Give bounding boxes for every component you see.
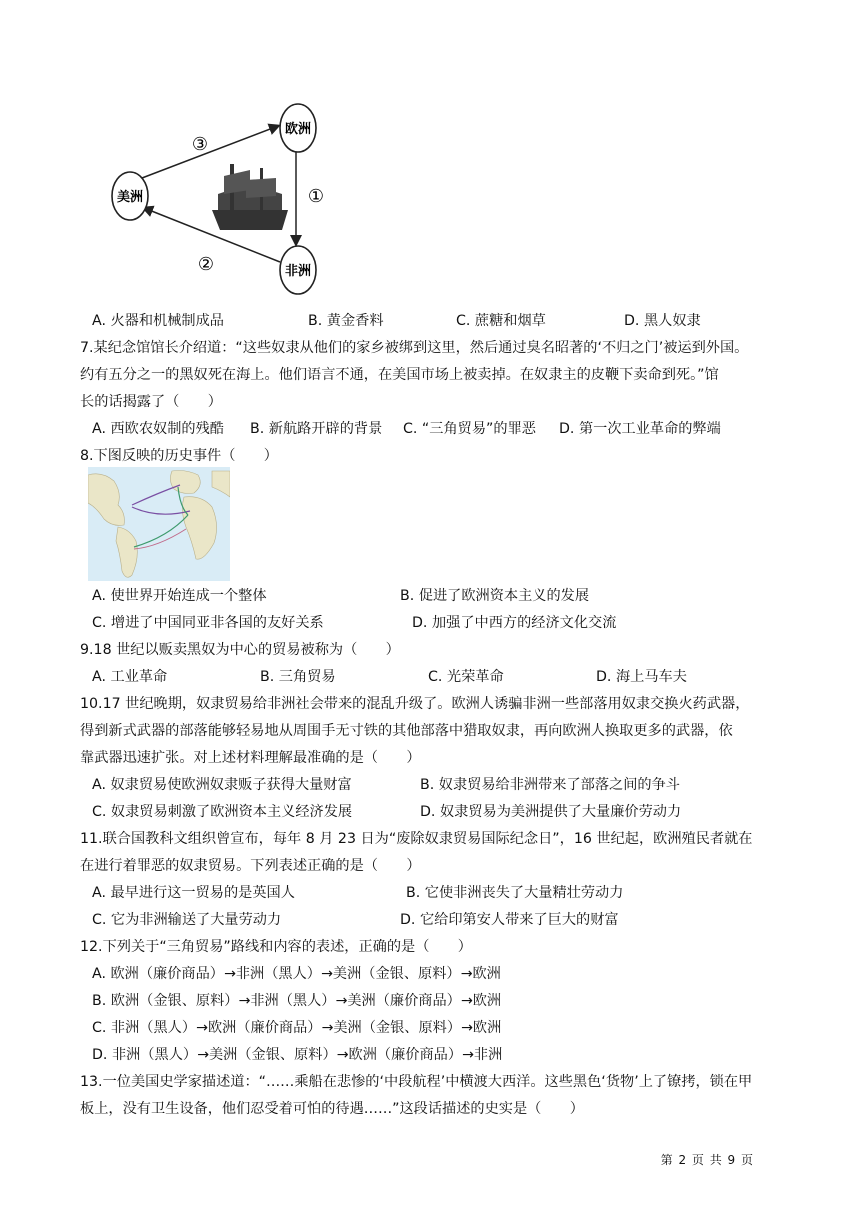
page-number: 第 2 页 共 9 页	[660, 1153, 754, 1167]
q11-stem-line-1: 11.联合国教科文组织曾宣布，每年 8 月 23 日为“废除奴隶贸易国际纪念日”，16 世纪起，欧洲殖民者就在	[80, 831, 753, 847]
arrow-label-1: ①	[307, 186, 325, 207]
q11-option-b: B. 它使非洲丧失了大量精壮劳动力	[406, 885, 624, 901]
q10-stem-line-3: 靠武器迅速扩张。对上述材料理解最准确的是（ ）	[80, 750, 421, 766]
label-america: 美洲	[116, 190, 144, 205]
q9-option-b: B. 三角贸易	[260, 669, 336, 685]
q9-option-c: C. 光荣革命	[428, 669, 504, 685]
arrow-america-to-europe	[142, 126, 278, 178]
q7-option-a: A. 西欧农奴制的残酷	[92, 421, 224, 437]
q8-option-b: B. 促进了欧洲资本主义的发展	[400, 588, 590, 604]
q9-stem: 9.18 世纪以贩卖黑奴为中心的贸易被称为（ ）	[80, 642, 400, 658]
q11-stem-line-2: 在进行着罪恶的奴隶贸易。下列表述正确的是（ ）	[80, 858, 421, 874]
q7-option-d: D. 第一次工业革命的弊端	[559, 421, 721, 437]
q7-stem-line-1: 7.某纪念馆馆长介绍道：“这些奴隶从他们的家乡被绑到这里，然后通过臭名昭著的‘不归之门’被运到外国。	[80, 340, 749, 356]
q6-option-d: D. 黑人奴隶	[624, 313, 701, 329]
q9-option-a: A. 工业革命	[92, 669, 168, 685]
world-map-image	[88, 467, 230, 581]
q12-option-c: C. 非洲（黑人）→欧洲（廉价商品）→美洲（金银、原料）→欧洲	[92, 1020, 502, 1036]
q9-option-d: D. 海上马车夫	[596, 669, 687, 685]
q12-option-a: A. 欧洲（廉价商品）→非洲（黑人）→美洲（金银、原料）→欧洲	[92, 966, 501, 982]
q13-stem-line-1: 13.一位美国史学家描述道：“……乘船在悲惨的‘中段航程’中横渡大西洋。这些黑色‘货物’上了镣拷，锁在甲	[80, 1074, 753, 1090]
q13-stem-line-2: 板上，没有卫生设备，他们忍受着可怕的待遇……”这段话描述的史实是（ ）	[80, 1101, 584, 1117]
q10-option-a: A. 奴隶贸易使欧洲奴隶贩子获得大量财富	[92, 777, 352, 793]
q8-stem: 8.下图反映的历史事件（ ）	[80, 448, 278, 464]
q10-option-c: C. 奴隶贸易刺激了欧洲资本主义经济发展	[92, 804, 353, 820]
arrow-label-3: ③	[191, 134, 209, 155]
q6-option-a: A. 火器和机械制成品	[92, 313, 224, 329]
q12-option-d: D. 非洲（黑人）→美洲（金银、原料）→欧洲（廉价商品）→非洲	[92, 1047, 503, 1063]
q6-option-b: B. 黄金香料	[308, 313, 384, 329]
q11-option-d: D. 它给印第安人带来了巨大的财富	[400, 912, 619, 928]
triangle-trade-diagram	[100, 98, 340, 308]
q8-option-a: A. 使世界开始连成一个整体	[92, 588, 267, 604]
q10-option-b: B. 奴隶贸易给非洲带来了部落之间的争斗	[420, 777, 680, 793]
q10-stem-line-1: 10.17 世纪晚期，奴隶贸易给非洲社会带来的混乱升级了。欧洲人诱骗非洲一些部落用奴隶交换火药武器，	[80, 696, 750, 712]
q7-stem-line-3: 长的话揭露了（ ）	[80, 394, 222, 410]
q10-option-d: D. 奴隶贸易为美洲提供了大量廉价劳动力	[420, 804, 682, 820]
q6-option-c: C. 蔗糖和烟草	[456, 313, 546, 329]
q7-stem-line-2: 约有五分之一的黑奴死在海上。他们语言不通，在美国市场上被卖掉。在奴隶主的皮鞭下卖命到死。”馆	[80, 367, 719, 383]
q11-option-c: C. 它为非洲输送了大量劳动力	[92, 912, 282, 928]
q7-option-c: C. “三角贸易”的罪恶	[403, 421, 536, 437]
q12-stem: 12.下列关于“三角贸易”路线和内容的表述，正确的是（ ）	[80, 939, 472, 955]
q11-option-a: A. 最早进行这一贸易的是英国人	[92, 885, 295, 901]
slave-ship-icon	[212, 164, 288, 230]
label-europe: 欧洲	[284, 122, 312, 137]
arrow-label-2: ②	[197, 254, 215, 275]
q10-stem-line-2: 得到新式武器的部落能够轻易地从周围手无寸铁的其他部落中猎取奴隶，再向欧洲人换取更多的武器，依	[80, 723, 733, 739]
q8-option-d: D. 加强了中西方的经济文化交流	[412, 615, 617, 631]
q8-option-c: C. 增进了中国同亚非各国的友好关系	[92, 615, 324, 631]
q12-option-b: B. 欧洲（金银、原料）→非洲（黑人）→美洲（廉价商品）→欧洲	[92, 993, 502, 1009]
label-africa: 非洲	[284, 264, 312, 279]
q7-option-b: B. 新航路开辟的背景	[250, 421, 383, 437]
